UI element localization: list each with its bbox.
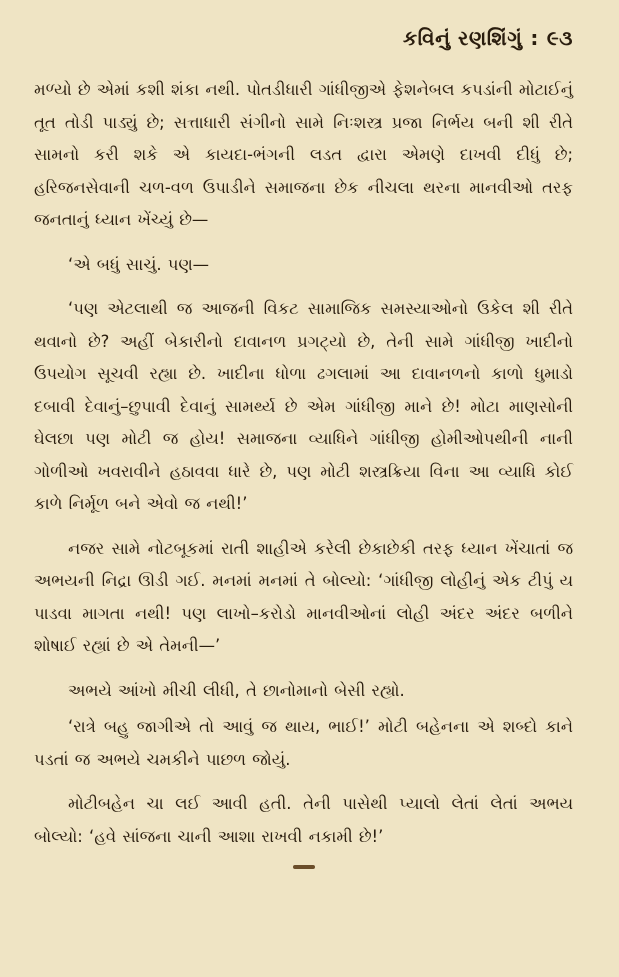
running-head: [34, 26, 573, 56]
page-number: ૯૩: [546, 26, 573, 50]
paragraph: ‘પણ એટલાથી જ આજની વિકટ સામાજિક સમસ્યાઓનો ઉકેલ શી રીતે થવાનો છે? અહીં બેકારીનો દાવાનળ પ્રગટ્યો છે, તેની સામે ગાંધીજી ખાદીનો ઉપયોગ સૂચવી રહ્યા છે. ખાદીના ધોળા ઢગલામાં આ દાવાનળનો કાળો ધુમાડો દબાવી દેવાનું–છુપાવી દેવાનું સામર્થ્ય છે એમ ગાંધીજી માને છે! મોટા માણસોની ઘેલછા પણ મોટી જ હોય! સમાજના વ્યાધિને ગાંધીજી હોમીઓપથીની નાની ગોળીઓ ખવરાવીને હઠાવવા ધારે છે, પણ મોટી શસ્ત્રક્રિયા વિના આ વ્યાધિ કોઈ કાળે નિર્મૂળ બને એવો જ નથી!’: [34, 299, 573, 513]
paragraph: મોટીબહેન ચા લઈ આવી હતી. તેની પાસેથી પ્યાલો લેતાં લેતાં અભય બોલ્યો: ‘હવે સાંજના ચાની આશા રાખવી નકામી છે!’: [34, 794, 573, 846]
running-head-separator: :: [530, 26, 539, 50]
paragraph: નજર સામે નોટબૂકમાં રાતી શાહીએ કરેલી છેકાછેકી તરફ ધ્યાન ખેંચાતાં જ અભયની નિદ્રા ઊડી ગઈ. મનમાં મનમાં તે બોલ્યો: ‘ગાંધીજી લોહીનું એક ટીપું ય પાડવા માગતા નથી! પણ લાખો–કરોડો માનવીઓનાં લોહી અંદર અંદર બળીને શોષાઈ રહ્યાં છે એ તેમની—’: [34, 538, 573, 655]
paragraph: મળ્યો છે એમાં કશી શંકા નથી. પોતડીધારી ગાંધીજીએ ફેશનેબલ કપડાંની મોટાઈનું તૂત તોડી પાડ્યું છે; સત્તાધારી સંગીનો સામે નિઃશસ્ત્ર પ્રજા નિર્ભય બની શી રીતે સામનો કરી શકે એ કાયદા-ભંગની લડત દ્વારા એમણે દાખવી દીધું છે; હરિજનસેવાની ચળ-વળ ઉપાડીને સમાજના છેક નીચલા થરના માનવીઓ તરફ જનતાનું ધ્યાન ખેંચ્યું છે—: [34, 80, 573, 229]
paragraph: ‘એ બધું સાચું. પણ—: [68, 254, 210, 274]
paragraph: ‘રાત્રે બહુ જાગીએ તો આવું જ થાય, ભાઈ!’ મોટી બહેનના એ શબ્દો કાને પડતાં જ અભયે ચમકીને પાછળ જોયું.: [34, 717, 573, 769]
body-text: [34, 74, 573, 853]
end-ornament: [293, 865, 315, 869]
paragraph: અભયે આંખો મીચી લીધી, તે છાનોમાનો બેસી રહ્યો.: [68, 680, 405, 700]
running-head-title: કવિનું રણશિંગું: [403, 26, 523, 50]
